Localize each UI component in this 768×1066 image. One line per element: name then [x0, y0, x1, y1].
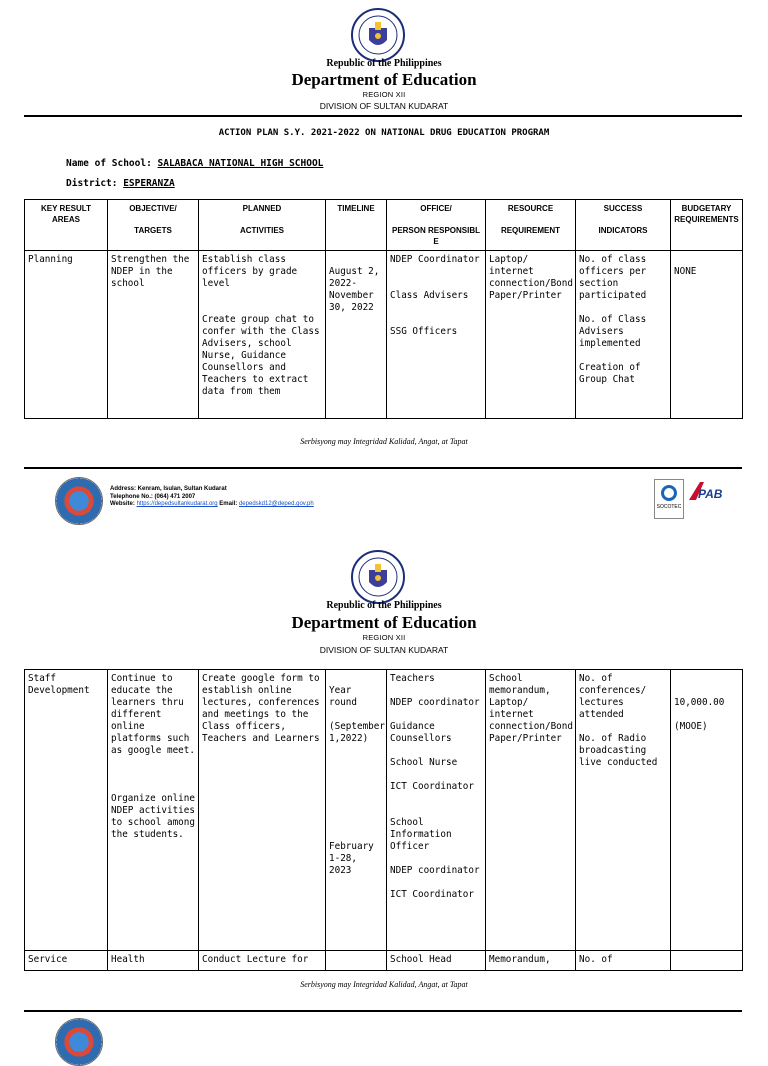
school-name-line: [66, 158, 323, 169]
cell-indicators: No. of class officers per section participated No. of Class Advisers implemented Creation of Group Chat: [576, 251, 671, 419]
department-title: Department of Education: [291, 70, 477, 89]
header-objective-targets: OBJECTIVE/ TARGETS: [108, 200, 199, 251]
division-text: DIVISION OF SULTAN KUDARAT: [319, 101, 449, 111]
footer-address-block: [110, 486, 430, 509]
svg-text:PAB: PAB: [698, 487, 723, 501]
footer-tagline-page2: Serbisyong may Integridad Kalidad, Angat, at Tapat: [300, 980, 468, 989]
division-text-page2: DIVISION OF SULTAN KUDARAT: [319, 645, 449, 655]
district-line: [66, 178, 175, 189]
action-plan-table-page1: [24, 199, 743, 419]
header-divider: [24, 115, 742, 117]
table-row: [25, 251, 743, 419]
cell-budget: NONE: [671, 251, 743, 419]
department-title-page2: Department of Education: [291, 613, 477, 632]
cell-timeline: [326, 951, 387, 971]
pab-accreditation-icon: [686, 480, 723, 518]
cell-budget: [671, 951, 743, 971]
division-logo-icon: [55, 477, 103, 525]
deped-seal-icon-page2: [351, 550, 405, 604]
footer-divider: [24, 467, 742, 469]
header-timeline: TIMELINE: [326, 200, 387, 251]
table-row: [25, 670, 743, 951]
cell-resource: Memorandum,: [486, 951, 576, 971]
footer-website-label: Website:: [110, 501, 137, 507]
cell-kra: Planning: [25, 251, 108, 419]
footer-divider-page2: [24, 1010, 742, 1012]
deped-seal-icon: [351, 8, 405, 62]
action-plan-table-page2: [24, 669, 743, 971]
header-key-result-areas: KEY RESULT AREAS: [25, 200, 108, 251]
header-office-person: OFFICE/ PERSON RESPONSIBL E: [387, 200, 486, 251]
cell-objective: Strengthen the NDEP in the school: [108, 251, 199, 419]
action-plan-title: ACTION PLAN S.Y. 2021-2022 ON NATIONAL DRUG EDUCATION PROGRAM: [218, 128, 550, 138]
school-value: SALABACA NATIONAL HIGH SCHOOL: [157, 158, 324, 169]
cell-timeline: Year round (September 1,2022) February 1-28, 2023: [326, 670, 387, 951]
cell-office: School Head: [387, 951, 486, 971]
cell-resource: Laptop/ internet connection/Bond Paper/Printer: [486, 251, 576, 419]
header-planned-activities: PLANNED ACTIVITIES: [199, 200, 326, 251]
region-text: REGION XII: [362, 90, 406, 99]
footer-telephone: Telephone No.: (064) 471 2007: [110, 493, 196, 500]
footer-website-link[interactable]: https://depedsultankudarat.org: [136, 501, 218, 507]
cell-kra: Staff Development: [25, 670, 108, 951]
footer-web-line: [110, 501, 430, 509]
republic-text: Republic of the Philippines: [326, 58, 442, 69]
table-row: [25, 951, 743, 971]
region-text-page2: REGION XII: [362, 633, 406, 642]
division-logo-icon-page2: [55, 1018, 103, 1066]
table-header-row: [25, 200, 743, 251]
footer-email-label: Email:: [217, 501, 239, 507]
republic-text-page2: Republic of the Philippines: [326, 600, 442, 611]
footer-tagline: Serbisyong may Integridad Kalidad, Angat, at Tapat: [300, 437, 468, 446]
footer-address: Address: Kenram, Isulan, Sultan Kudarat: [110, 486, 227, 492]
socotec-certification-icon: SOCOTEC: [654, 479, 684, 519]
header-resource-requirement: RESOURCE REQUIREMENT: [486, 200, 576, 251]
school-label: Name of School:: [66, 158, 158, 169]
cell-budget: 10,000.00 (MOOE): [671, 670, 743, 951]
cell-office: NDEP Coordinator Class Advisers SSG Officers: [387, 251, 486, 419]
cell-resource: School memorandum, Laptop/ internet connection/Bond Paper/Printer: [486, 670, 576, 951]
header-budgetary-requirements: BUDGETARY REQUIREMENTS: [671, 200, 743, 251]
cell-timeline: August 2, 2022-November 30, 2022: [326, 251, 387, 419]
cell-activities: Establish class officers by grade level Create group chat to confer with the Class Advisers, school Nurse, Guidance Counsellors and Teachers to extract data from them: [199, 251, 326, 419]
cell-office: Teachers NDEP coordinator Guidance Counsellors School Nurse ICT Coordinator School Information Officer NDEP coordinator ICT Coordinator: [387, 670, 486, 951]
cell-indicators: No. of: [576, 951, 671, 971]
cell-indicators: No. of conferences/ lectures attended No. of Radio broadcasting live conducted: [576, 670, 671, 951]
cell-objective: Continue to educate the learners thru different online platforms such as google meet. Organize online NDEP activities to school among the students.: [108, 670, 199, 951]
footer-email-link[interactable]: depedskd12@deped.gov.ph: [238, 501, 314, 507]
cell-activities: Create google form to establish online lectures, conferences and meetings to the Class officers, Teachers and Learners: [199, 670, 326, 951]
cell-kra: Service: [25, 951, 108, 971]
cell-activities: Conduct Lecture for: [199, 951, 326, 971]
cell-objective: Health: [108, 951, 199, 971]
header-success-indicators: SUCCESS INDICATORS: [576, 200, 671, 251]
district-label: District:: [66, 178, 124, 189]
district-value: ESPERANZA: [123, 178, 175, 189]
